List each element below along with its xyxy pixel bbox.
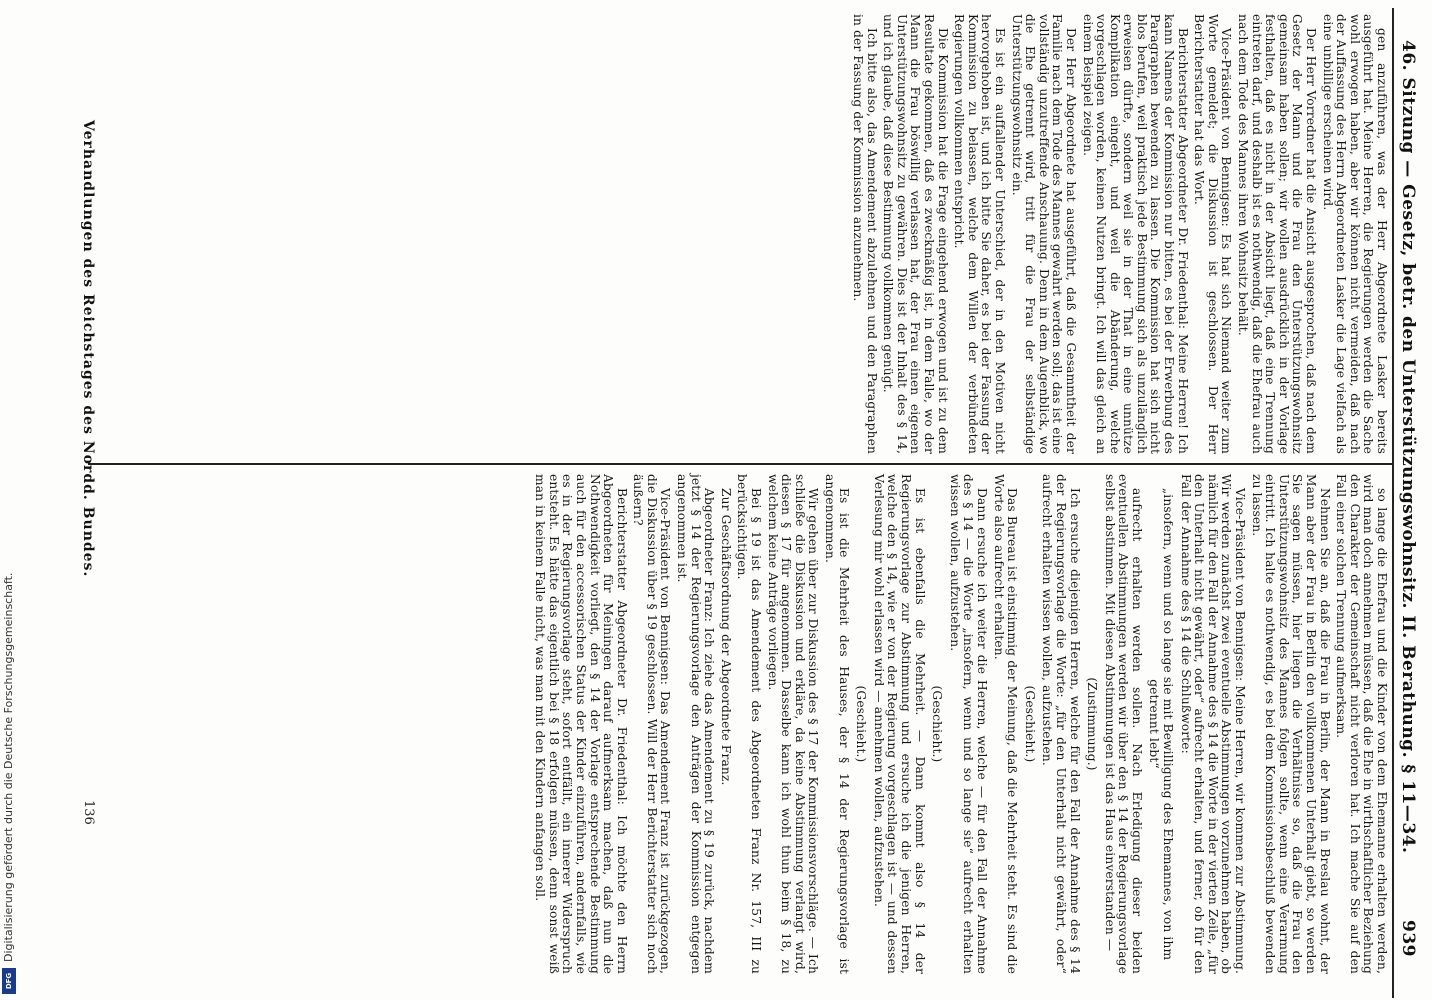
paragraph: gen anzuführen, was der Herr Abgeordnete Lasker bereits ausgeführt hat. Meine Herren, die Regierungen werden die Sache wohl erwogen haben, aber wir können nicht vermeiden, daß nach der Auffassung des Herrn Abgeordneten Lasker die Lage vielfach als eine unbillige erscheinen wird. <box>1320 14 1389 454</box>
paragraph: Berichterstatter Abgeordneter Dr. Friedenthal: Meine Herren! Ich kann Namens der Kommission nur bitten, es bei der Erwerbung des Paragraphen bewenden zu lassen. Die Kommission hat sich nicht blos berufen, weil praktisch jede Bestimmung sich als unzulänglich erweisen dürfte, sondern weil sie in der That in eine unnütze Komplikation eingeht, und weil die Abänderung, welche vorgeschlagen worden, keinen Nutzen bringt. Ich will das gleich an einem Beispiel zeigen. <box>1080 14 1190 454</box>
paragraph: Das Bureau ist einstimmig der Meinung, daß die Mehrheit steht. Es sind die Worte also aufrecht erhalten. <box>991 474 1020 974</box>
stage-direction: (Geschieht.) <box>854 685 869 763</box>
paragraph: Es ist ebenfalls die Mehrheit. — Dann kommt also § 14 der Regierungsvorlage zur Abstimmung und ersuche ich die jenigen Herren, welche den § 14, wie er von der Regierung vorgeschlagen ist — und dessen Verlesung mir wohl erlassen wird — annehmen wollen, aufzustehen. <box>871 474 927 974</box>
paragraph: aufrecht erhalten werden sollen. Nach Erledigung dieser beiden eventuellen Abstimmungen werden wir über den § 14 der Regierungsvorlage selbst abstimmen. Mit diesen Abstimmungen ist das Haus einverstanden — <box>1102 474 1144 974</box>
right-column <box>98 474 1388 974</box>
stage-direction: (Zustimmung.) <box>1085 677 1100 771</box>
paragraph: Ich ersuche diejenigen Herren, welche für den Fall der Annahme des § 14 der Regierungsvorlage die Worte: „für den Unterhalt nicht gewährt, oder“ aufrecht erhalten wissen wollen, aufzustehen. <box>1040 474 1082 974</box>
header-rule <box>1392 8 1394 998</box>
paragraph: Berichterstatter Abgeordneter Dr. Friedenthal: Ich möchte den Herrn Abgeordneten für Meiningen darauf aufmerksam machen, daß nun die Nothwendigkeit vorliegt, den § 14 der Vorlage entsprechende Bestimmung auch für den accessorischen Status der Kinder einzuführen, andernfalls, wie es in der Regierungsvorlage steht, sofort entfällt, ein innerer Widerspruch entsteht. Es hätte das eigentlich bei § 18 erfolgen müssen, denn sonst weiß man in keinem Falle nicht, was man mit den Kindern anfangen soll. <box>533 474 629 974</box>
paragraph: Der Herr Abgeordnete hat ausgeführt, daß die Gesammtheit der Familie nach dem Tode des Mannes gewahrt werden soll; das ist eine vollständig unzutreffende Anschauung. Denn in dem Augenblick, wo die Ehe getrennt wird, tritt für die Frau der selbständige Unterstützungswohnsitz ein. <box>1009 14 1078 454</box>
paragraph: Die Kommission hat die Frage eingehend erwogen und ist zu dem Resultate gekommen, daß es zweckmäßig ist, in dem Falle, wo der Mann die Frau böswillig verlassen hat, der Frau einen eigenen Unterstützungswohnsitz zu gewähren. Dies ist der Inhalt des § 14, und ich glaube, daß diese Bestimmung vollkommen genügt. <box>881 14 950 454</box>
paragraph: Dann ersuche ich weiter die Herren, welche — für den Fall der Annahme des § 14 — die Worte „insofern, wenn und so lange sie“ aufrecht erhalten wissen wollen, aufzustehen. <box>947 474 989 974</box>
paragraph: Vice-Präsident von Bennigsen: Meine Herren, wir kommen zur Abstimmung. Wir werden zunächst zwei eventuelle Abstimmungen vorzunehmen haben, ob nämlich für den Fall der Annahme des § 14 die Worte in der vierten Zeile, „für den Unterhalt nicht gewährt, oder“ aufrecht erhalten, und ferner, ob für den Fall der Annahme des § 14 die Schlußworte: <box>1178 474 1248 974</box>
paragraph: Vice-Präsident von Bennigsen: Das Amendement Franz ist zurückgezogen, die Diskussion über § 19 geschlossen. Will der Herr Berichterstatter sich noch äußern? <box>631 474 673 974</box>
page-number: 939 <box>1398 920 1418 957</box>
paragraph: Es ist die Mehrheit des Hauses, der § 14 der Regierungsvorlage ist angenommen. <box>823 474 851 974</box>
paragraph: Der Herr Vorredner hat die Ansicht ausgesprochen, daß nach dem Gesetz der Mann und die Frau den Unterstützungswohnsitz gemeinsam haben sollen; wir wollen ausdrücklich in der Vorlage festhalten, daß es nicht in der Absicht liegt, daß eine Trennung eintreten darf, und deshalb ist es nothwendig, daß die Ehefrau auch nach dem Tode des Mannes ihren Wohnsitz behält. <box>1236 14 1319 454</box>
scan-page-number: 136 <box>81 800 96 825</box>
left-column <box>98 14 1388 454</box>
footer-title: Verhandlungen des Reichstages des Nordd. Bundes. <box>80 120 96 578</box>
stage-direction: (Geschieht.) <box>1022 685 1037 763</box>
digitization-credit: Digitalisierung gefördert durch die Deutsche Forschungsgemeinschaft. <box>2 572 15 962</box>
paragraph: Wir gehen über zur Diskussion des § 17 der Kommissionsvorschläge. — Ich schließe die Diskussion und erkläre, da keine Abstimmung verlangt wird, diesen § 17 für angenommen. Dasselbe kann ich wohl thun beim § 18, zu welchem keine Anträge vorliegen. <box>765 474 821 974</box>
running-header <box>1398 40 1418 853</box>
paragraph: Abgeordneter Franz: Ich ziehe das Amendement zu § 19 zurück, nachdem jetzt § 14 der Regierungsvorlage den Anträgen der Kommission entgegen angenommen ist. <box>675 474 717 974</box>
paragraph: so lange die Ehefrau und die Kinder von dem Ehemanne erhalten werden, wird man doch annehmen müssen, daß die Ehe in wirthschaftlicher Beziehung den Charakter der Gemeinschaft nicht verloren hat. Ich mache Sie auf den Fall einer solchen Trennung aufmerksam. <box>1334 474 1389 974</box>
column-divider <box>88 463 1392 465</box>
quote: „insofern, wenn und so lange sie mit Bewilligung des Ehemannes, von ihm getrennt lebt“ <box>1147 487 1176 961</box>
paragraph: Bei § 19 ist das Amendement des Abgeordneten Franz Nr. 157, III zu berücksichtigen. <box>735 474 764 974</box>
dfg-logo: DFG <box>2 968 16 994</box>
paragraph: Ich bitte also, das Amendement abzulehnen und den Paragraphen in der Fassung der Kommission anzunehmen. <box>851 14 879 454</box>
stage-direction: (Geschieht.) <box>930 685 945 763</box>
header-title: 46. Sitzung — Gesetz, betr. den Unterstützungswohnsitz. II. Berathung. § 11—34. <box>1398 40 1418 854</box>
paragraph: Es ist ein auffallender Unterschied, der in den Motiven nicht hervorgehoben ist, und ich bitte Sie daher, es bei der Fassung der Kommission zu belassen, welche dem Willen der verbündeten Regierungen vollkommen entspricht. <box>952 14 1007 454</box>
paragraph: Vice-Präsident von Bennigsen: Es hat sich Niemand weiter zum Worte gemeldet; die Diskussion ist geschlossen. Der Herr Berichterstatter hat das Wort. <box>1192 14 1234 454</box>
paragraph: Zur Geschäftsordnung der Abgeordnete Franz. <box>718 488 733 786</box>
paragraph: Nehmen Sie an, daß die Frau in Berlin, der Mann in Breslau wohnt, der Mann aber der Frau in Berlin den vollkommenen Unterhalt giebt, so werden Sie sagen müssen, hier liegen die Verhältnisse so, daß die Frau den Unterstützungswohnsitz des Mannes folgen sollte, wenn eine Verarmung eintritt. Ich halte es nothwendig, es bei dem Kommissionsbeschluß bewenden zu lassen. <box>1249 474 1332 974</box>
